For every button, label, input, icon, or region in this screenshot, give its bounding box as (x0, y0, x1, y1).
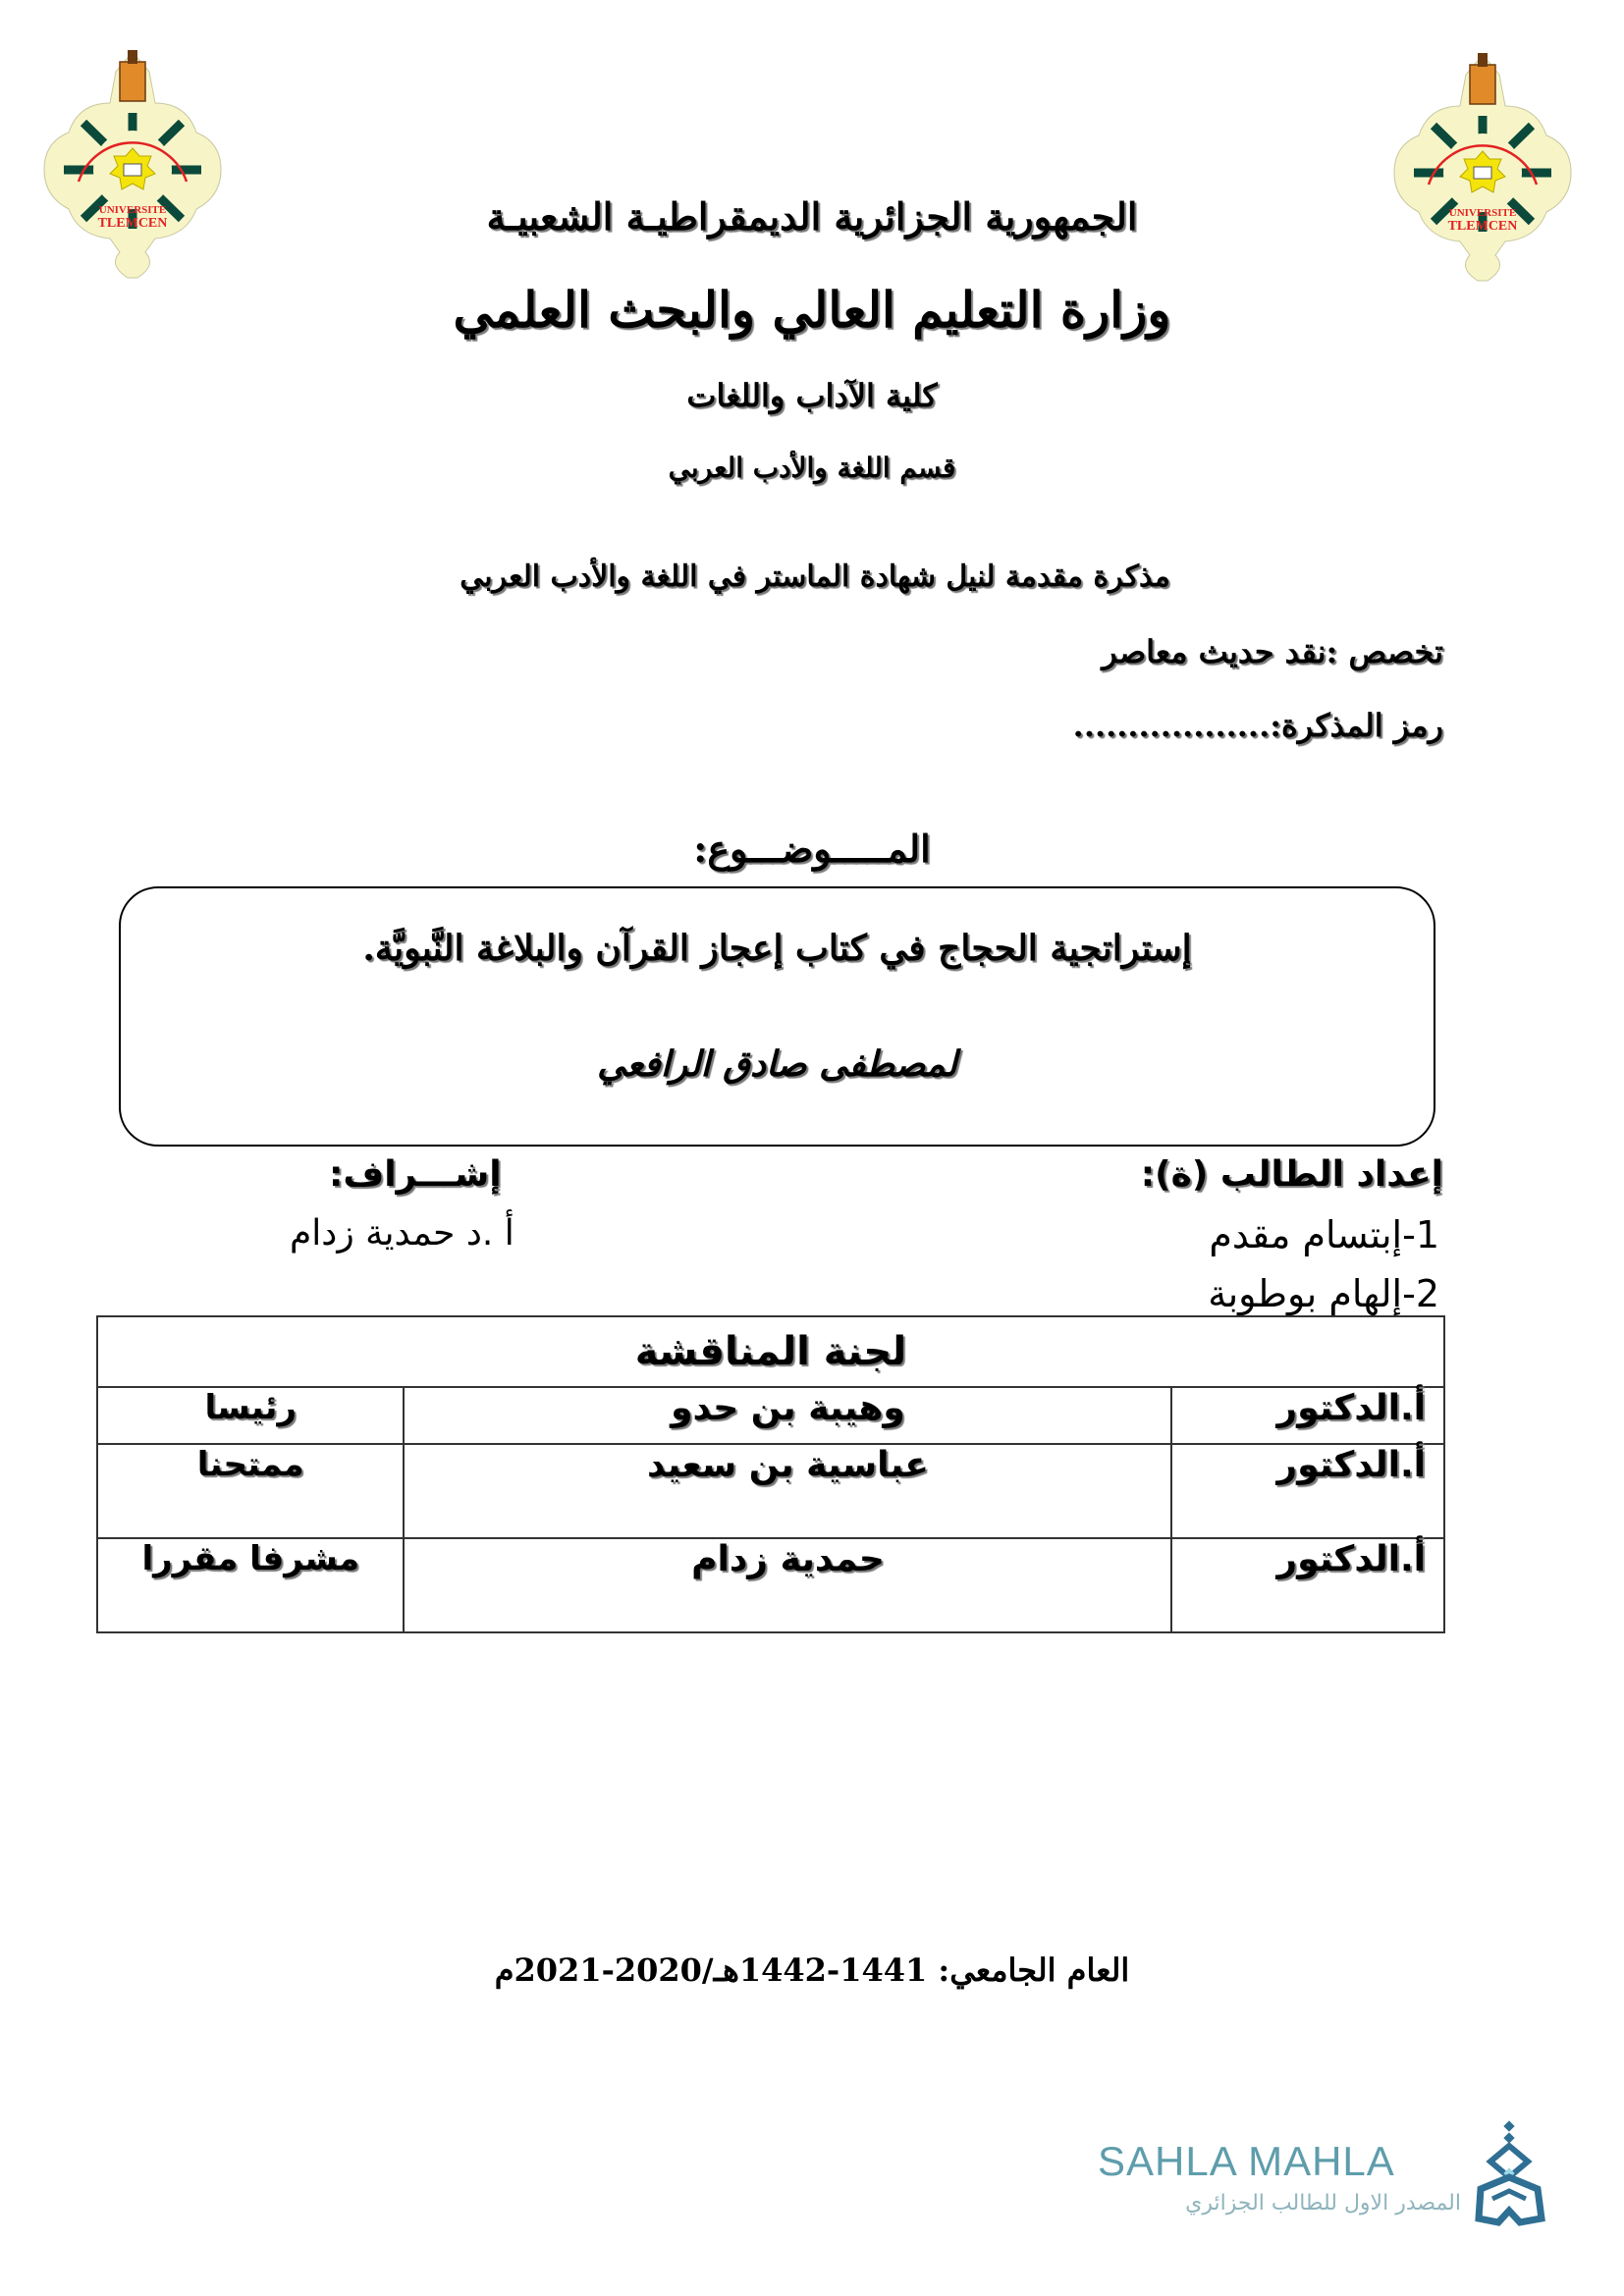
committee-member-title: أ.الدكتور (1171, 1444, 1444, 1538)
svg-text:TLEMCEN: TLEMCEN (1447, 219, 1518, 234)
svg-text:UNIVERSITE: UNIVERSITE (98, 204, 167, 216)
watermark-subtitle: المصدر الاول للطالب الجزائري (1185, 2191, 1461, 2216)
committee-member-title: أ.الدكتور (1171, 1538, 1444, 1632)
thesis-code-line: رمز المذكرة:.................. (1072, 707, 1443, 744)
sahla-mahla-watermark (1088, 2120, 1549, 2228)
committee-header-row (97, 1316, 1444, 1387)
students-heading: إعداد الطالب (ة): (1140, 1154, 1443, 1195)
university-logo-left-icon (39, 44, 226, 280)
committee-member-name: حمدية زدام (404, 1538, 1171, 1632)
svg-text:UNIVERSITE: UNIVERSITE (1448, 207, 1517, 219)
topic-author: لمصطفى صادق الرافعي (597, 1043, 957, 1085)
university-logo-right-icon (1389, 47, 1576, 283)
academic-year: العام الجامعي: 1441-1442هـ/2020-2021م (494, 1951, 1130, 1989)
committee-member-role: ممتحنا (97, 1444, 404, 1538)
sahla-mahla-logo-icon (1471, 2120, 1549, 2228)
ministry-heading: وزارة التعليم العالي والبحث العلمي (453, 281, 1171, 339)
faculty-heading: كلية الآداب واللغات (686, 377, 938, 414)
table-row (97, 1387, 1444, 1444)
topic-title: إستراتجية الحجاج في كتاب إعجاز القرآن والبلاغة النَّبويَّة. (362, 928, 1192, 969)
svg-text:TLEMCEN: TLEMCEN (97, 216, 168, 231)
topic-box (119, 886, 1435, 1147)
committee-member-role: مشرفا مقررا (97, 1538, 404, 1632)
committee-table (96, 1315, 1445, 1633)
student-item: 2-إلهام بوطوبة (1208, 1272, 1439, 1315)
student-item: 1-إبتسام مقدم (1209, 1213, 1439, 1256)
supervisor-heading: إشـــراف: (329, 1154, 502, 1195)
committee-member-name: وهيبة بن حدو (404, 1387, 1171, 1444)
republic-heading: الجمهورية الجزائرية الديمقراطيـة الشعبيـة (486, 194, 1138, 239)
committee-title: لجنة المناقشة (97, 1316, 1444, 1387)
specialty-line: تخصص :نقد حديث معاصر (1102, 633, 1443, 670)
degree-line: مذكرة مقدمة لنيل شهادة الماستر في اللغة والأدب العربي (460, 560, 1170, 594)
committee-member-role: رئيسا (97, 1387, 404, 1444)
topic-label: المـــــوضـــوع: (693, 827, 931, 871)
table-row (97, 1538, 1444, 1632)
committee-member-title: أ.الدكتور (1171, 1387, 1444, 1444)
supervisor-name: أ .د حمدية زدام (290, 1213, 514, 1254)
department-heading: قسم اللغة والأدب العربي (668, 452, 956, 484)
watermark-title: SAHLA MAHLA (1098, 2138, 1395, 2184)
table-row (97, 1444, 1444, 1538)
committee-member-name: عباسية بن سعيد (404, 1444, 1171, 1538)
